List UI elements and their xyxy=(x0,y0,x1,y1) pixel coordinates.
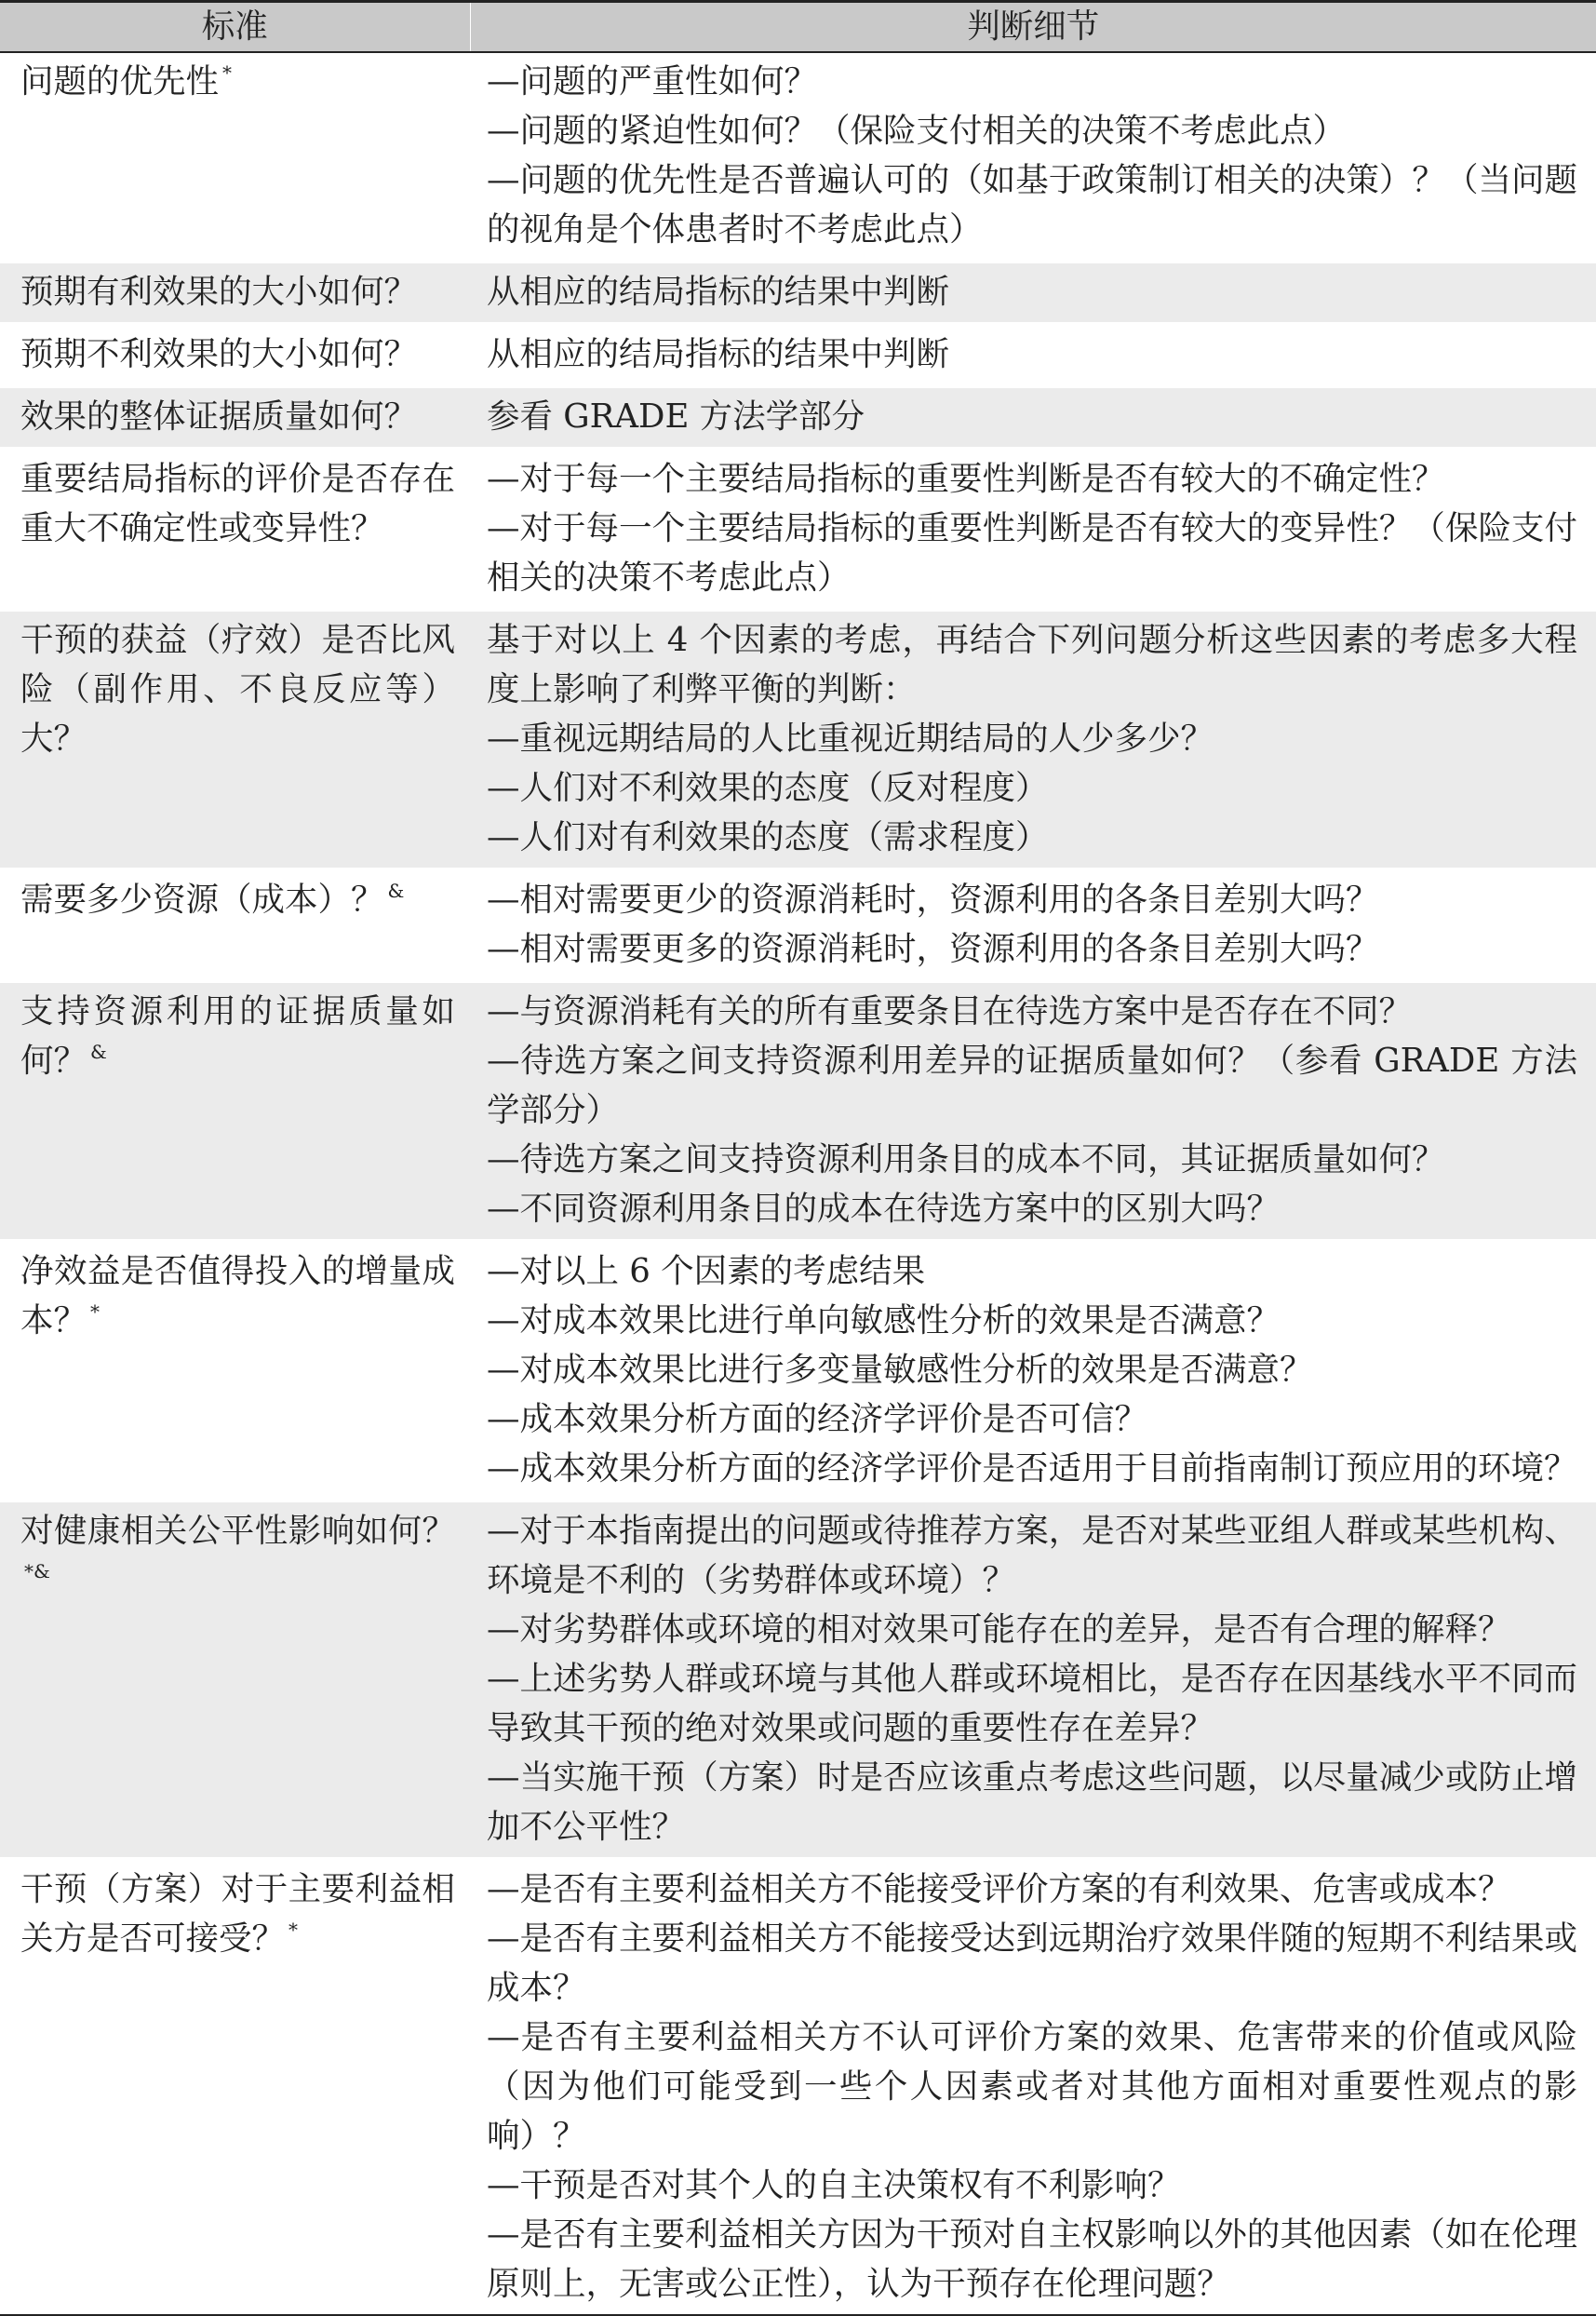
table-row xyxy=(0,386,1596,449)
detail-line: —是否有主要利益相关方不能接受达到远期治疗效果伴随的短期不利结果或成本？ xyxy=(487,1919,1577,2007)
table-row xyxy=(0,449,1596,610)
table-header xyxy=(0,2,1596,53)
criterion-text: 对健康相关公平性影响如何？ xyxy=(20,1512,455,1550)
detail-line: —是否有主要利益相关方因为干预对自主权影响以外的其他因素（如在伦理原则上，无害或公正性），认为干预存在伦理问题？ xyxy=(487,2215,1577,2303)
criterion-text: 需要多少资源（成本）？ xyxy=(20,881,384,919)
table-row xyxy=(0,52,1596,262)
table-row xyxy=(0,981,1596,1241)
table-row xyxy=(0,610,1596,869)
header-criterion: 标准 xyxy=(0,2,470,53)
criterion-text: 干预（方案）对于主要利益相关方是否可接受？ xyxy=(20,1870,455,1958)
detail-line: 基于对以上 4 个因素的考虑，再结合下列问题分析这些因素的考虑多大程度上影响了利弊平衡的判断： xyxy=(487,621,1577,708)
footnote-mark: * xyxy=(222,61,233,84)
detail-line: —成本效果分析方面的经济学评价是否可信？ xyxy=(487,1400,1148,1438)
detail-line: —是否有主要利益相关方不认可评价方案的效果、危害带来的价值或风险（因为他们可能受到一些个人因素或者对其他方面相对重要性观点的影响）？ xyxy=(487,2018,1577,2155)
criterion-text: 预期不利效果的大小如何？ xyxy=(20,335,418,373)
detail-cell xyxy=(470,449,1596,610)
detail-line: —对成本效果比进行多变量敏感性分析的效果是否满意？ xyxy=(487,1351,1313,1389)
table-row xyxy=(0,1241,1596,1501)
criterion-cell xyxy=(0,1859,470,2315)
detail-line: 参看 GRADE 方法学部分 xyxy=(487,397,865,436)
header-row xyxy=(0,2,1596,53)
criterion-cell xyxy=(0,869,470,981)
detail-cell xyxy=(470,610,1596,869)
table-row xyxy=(0,1501,1596,1859)
detail-line: —相对需要更少的资源消耗时，资源利用的各条目差别大吗？ xyxy=(487,881,1379,919)
detail-line: —人们对不利效果的态度（反对程度） xyxy=(487,769,1049,807)
detail-cell xyxy=(470,1241,1596,1501)
detail-line: —对劣势群体或环境的相对效果可能存在的差异，是否有合理的解释？ xyxy=(487,1610,1511,1649)
criterion-cell xyxy=(0,1501,470,1859)
criterion-text: 净效益是否值得投入的增量成本？ xyxy=(20,1252,455,1340)
detail-line: —问题的紧迫性如何？（保险支付相关的决策不考虑此点） xyxy=(487,112,1347,150)
criterion-text: 预期有利效果的大小如何？ xyxy=(20,273,418,311)
detail-line: 从相应的结局指标的结果中判断 xyxy=(487,273,950,311)
detail-line: —对于本指南提出的问题或待推荐方案，是否对某些亚组人群或某些机构、环境是不利的（劣势群体或环境）？ xyxy=(487,1512,1577,1599)
detail-cell xyxy=(470,386,1596,449)
criterion-cell xyxy=(0,449,470,610)
detail-cell xyxy=(470,262,1596,324)
footnote-mark: * xyxy=(90,1300,101,1323)
detail-line: —与资源消耗有关的所有重要条目在待选方案中是否存在不同？ xyxy=(487,992,1413,1030)
detail-line: —重视远期结局的人比重视近期结局的人少多少？ xyxy=(487,720,1214,758)
criterion-text: 效果的整体证据质量如何？ xyxy=(20,397,418,436)
criterion-text: 问题的优先性 xyxy=(20,62,220,101)
detail-line: —是否有主要利益相关方不能接受评价方案的有利效果、危害或成本？ xyxy=(487,1870,1511,1908)
detail-line: —对成本效果比进行单向敏感性分析的效果是否满意？ xyxy=(487,1301,1281,1340)
criterion-cell xyxy=(0,1241,470,1501)
detail-line: 从相应的结局指标的结果中判断 xyxy=(487,335,950,373)
detail-line: —成本效果分析方面的经济学评价是否适用于目前指南制订预应用的环境？ xyxy=(487,1449,1577,1488)
detail-cell xyxy=(470,981,1596,1241)
detail-line: —对于每一个主要结局指标的重要性判断是否有较大的变异性？（保险支付相关的决策不考虑此点） xyxy=(487,509,1577,597)
detail-cell xyxy=(470,1859,1596,2315)
header-details: 判断细节 xyxy=(470,2,1596,53)
criterion-text: 重要结局指标的评价是否存在重大不确定性或变异性？ xyxy=(20,460,455,547)
criterion-cell xyxy=(0,610,470,869)
criterion-cell xyxy=(0,52,470,262)
table-body xyxy=(0,52,1596,2315)
detail-line: —上述劣势人群或环境与其他人群或环境相比，是否存在因基线水平不同而导致其干预的绝对效果或问题的重要性存在差异？ xyxy=(487,1660,1577,1747)
footnote-mark: & xyxy=(387,880,405,902)
detail-cell xyxy=(470,869,1596,981)
detail-cell xyxy=(470,324,1596,386)
footnote-mark: * xyxy=(288,1919,299,1941)
detail-line: —待选方案之间支持资源利用条目的成本不同，其证据质量如何？ xyxy=(487,1140,1445,1178)
table-row xyxy=(0,324,1596,386)
table-row xyxy=(0,262,1596,324)
detail-cell xyxy=(470,1501,1596,1859)
table-row xyxy=(0,1859,1596,2315)
criterion-text: 支持资源利用的证据质量如何？ xyxy=(20,992,455,1080)
detail-line: —对以上 6 个因素的考虑结果 xyxy=(487,1252,926,1290)
criterion-cell xyxy=(0,262,470,324)
detail-line: —不同资源利用条目的成本在待选方案中的区别大吗？ xyxy=(487,1190,1281,1228)
criterion-text: 干预的获益（疗效）是否比风险（副作用、不良反应等）大？ xyxy=(20,621,455,758)
footnote-mark: & xyxy=(90,1041,107,1063)
criterion-cell xyxy=(0,981,470,1241)
detail-line: —干预是否对其个人的自主决策权有不利影响？ xyxy=(487,2166,1181,2204)
detail-line: —当实施干预（方案）时是否应该重点考虑这些问题，以尽量减少或防止增加不公平性？ xyxy=(487,1758,1577,1846)
footnote-mark: *& xyxy=(24,1560,50,1582)
detail-line: —待选方案之间支持资源利用差异的证据质量如何？（参看 GRADE 方法学部分） xyxy=(487,1042,1577,1129)
criterion-cell xyxy=(0,386,470,449)
criterion-cell xyxy=(0,324,470,386)
detail-line: —相对需要更多的资源消耗时，资源利用的各条目差别大吗？ xyxy=(487,930,1379,968)
detail-cell xyxy=(470,52,1596,262)
detail-line: —问题的严重性如何？ xyxy=(487,62,818,101)
detail-line: —人们对有利效果的态度（需求程度） xyxy=(487,818,1049,856)
detail-line: —对于每一个主要结局指标的重要性判断是否有较大的不确定性？ xyxy=(487,460,1445,498)
detail-line: —问题的优先性是否普遍认可的（如基于政策制订相关的决策）？（当问题的视角是个体患者时不考虑此点） xyxy=(487,161,1577,249)
table-row xyxy=(0,869,1596,981)
